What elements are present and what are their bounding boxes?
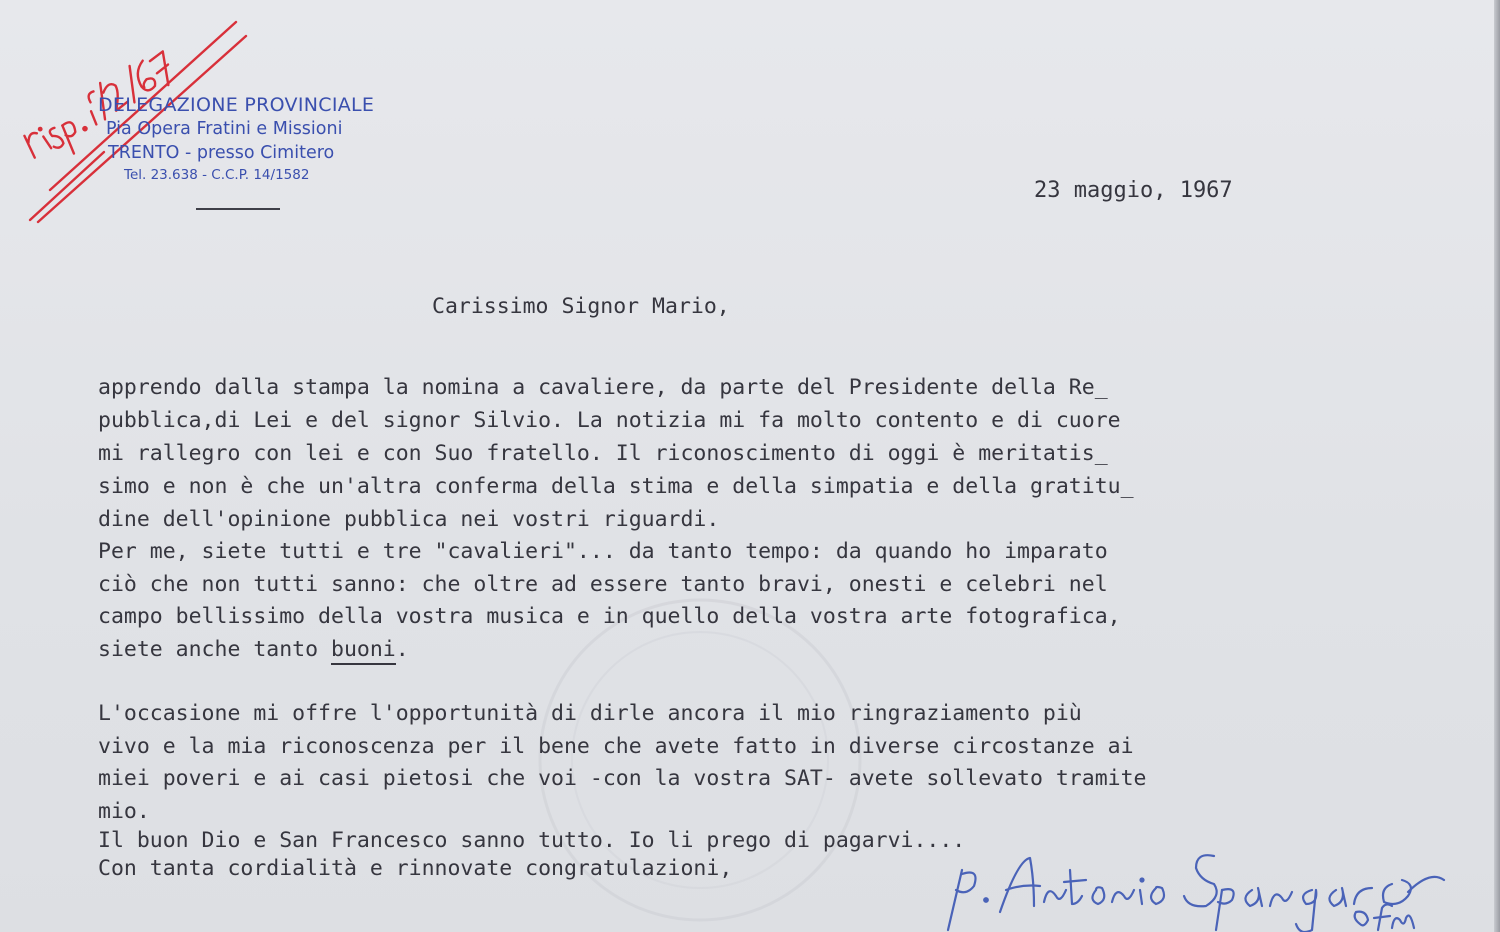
paragraph3-line: vivo e la mia riconoscenza per il bene che avete fatto in diverse circostanze ai xyxy=(98,734,1134,759)
letterhead-contacts: Tel. 23.638 - C.C.P. 14/1582 xyxy=(124,167,310,183)
paragraph2-last-after: . xyxy=(395,637,409,662)
closing-line: Il buon Dio e San Francesco sanno tutto. Io li prego di pagarvi.... xyxy=(98,828,966,853)
letterhead-address: TRENTO - presso Cimitero xyxy=(108,142,335,163)
paragraph2-line: Per me, siete tutti e tre "cavalieri"... da tanto tempo: da quando ho imparato xyxy=(98,539,1108,564)
paragraph1-line: pubblica,di Lei e del signor Silvio. La notizia mi fa molto contento e di cuore xyxy=(98,408,1121,433)
letterhead-organization: DELEGAZIONE PROVINCIALE xyxy=(98,94,375,116)
paragraph2-last-before: siete anche tanto xyxy=(98,637,331,662)
underlined-word-buoni: buoni xyxy=(331,637,396,665)
letter-salutation: Carissimo Signor Mario, xyxy=(432,294,730,319)
paragraph1-line: simo e non è che un'altra conferma della stima e della simpatia e della gratitu_ xyxy=(98,474,1134,499)
paragraph1-line: dine dell'opinione pubblica nei vostri riguardi. xyxy=(98,507,720,532)
closing-line: Con tanta cordialità e rinnovate congratulazioni, xyxy=(98,856,733,881)
paragraph1-line: mi rallegro con lei e con Suo fratello. Il riconoscimento di oggi è meritatis_ xyxy=(98,441,1108,466)
letter-date: 23 maggio, 1967 xyxy=(1034,178,1233,203)
paragraph2-line: campo bellissimo della vostra musica e in quello della vostra arte fotografica, xyxy=(98,604,1121,629)
paragraph3-line: mio. xyxy=(98,799,150,824)
paragraph2-line: ciò che non tutti sanno: che oltre ad essere tanto bravi, onesti e celebri nel xyxy=(98,572,1108,597)
paragraph3-line: miei poveri e ai casi pietosi che voi -con la vostra SAT- avete sollevato tramite xyxy=(98,766,1147,791)
paragraph3-line: L'occasione mi offre l'opportunità di dirle ancora il mio ringraziamento più xyxy=(98,701,1082,726)
letterhead-subtitle: Pia Opera Fratini e Missioni xyxy=(106,119,343,139)
paragraph1-line: apprendo dalla stampa la nomina a cavaliere, da parte del Presidente della Re_ xyxy=(98,375,1108,400)
